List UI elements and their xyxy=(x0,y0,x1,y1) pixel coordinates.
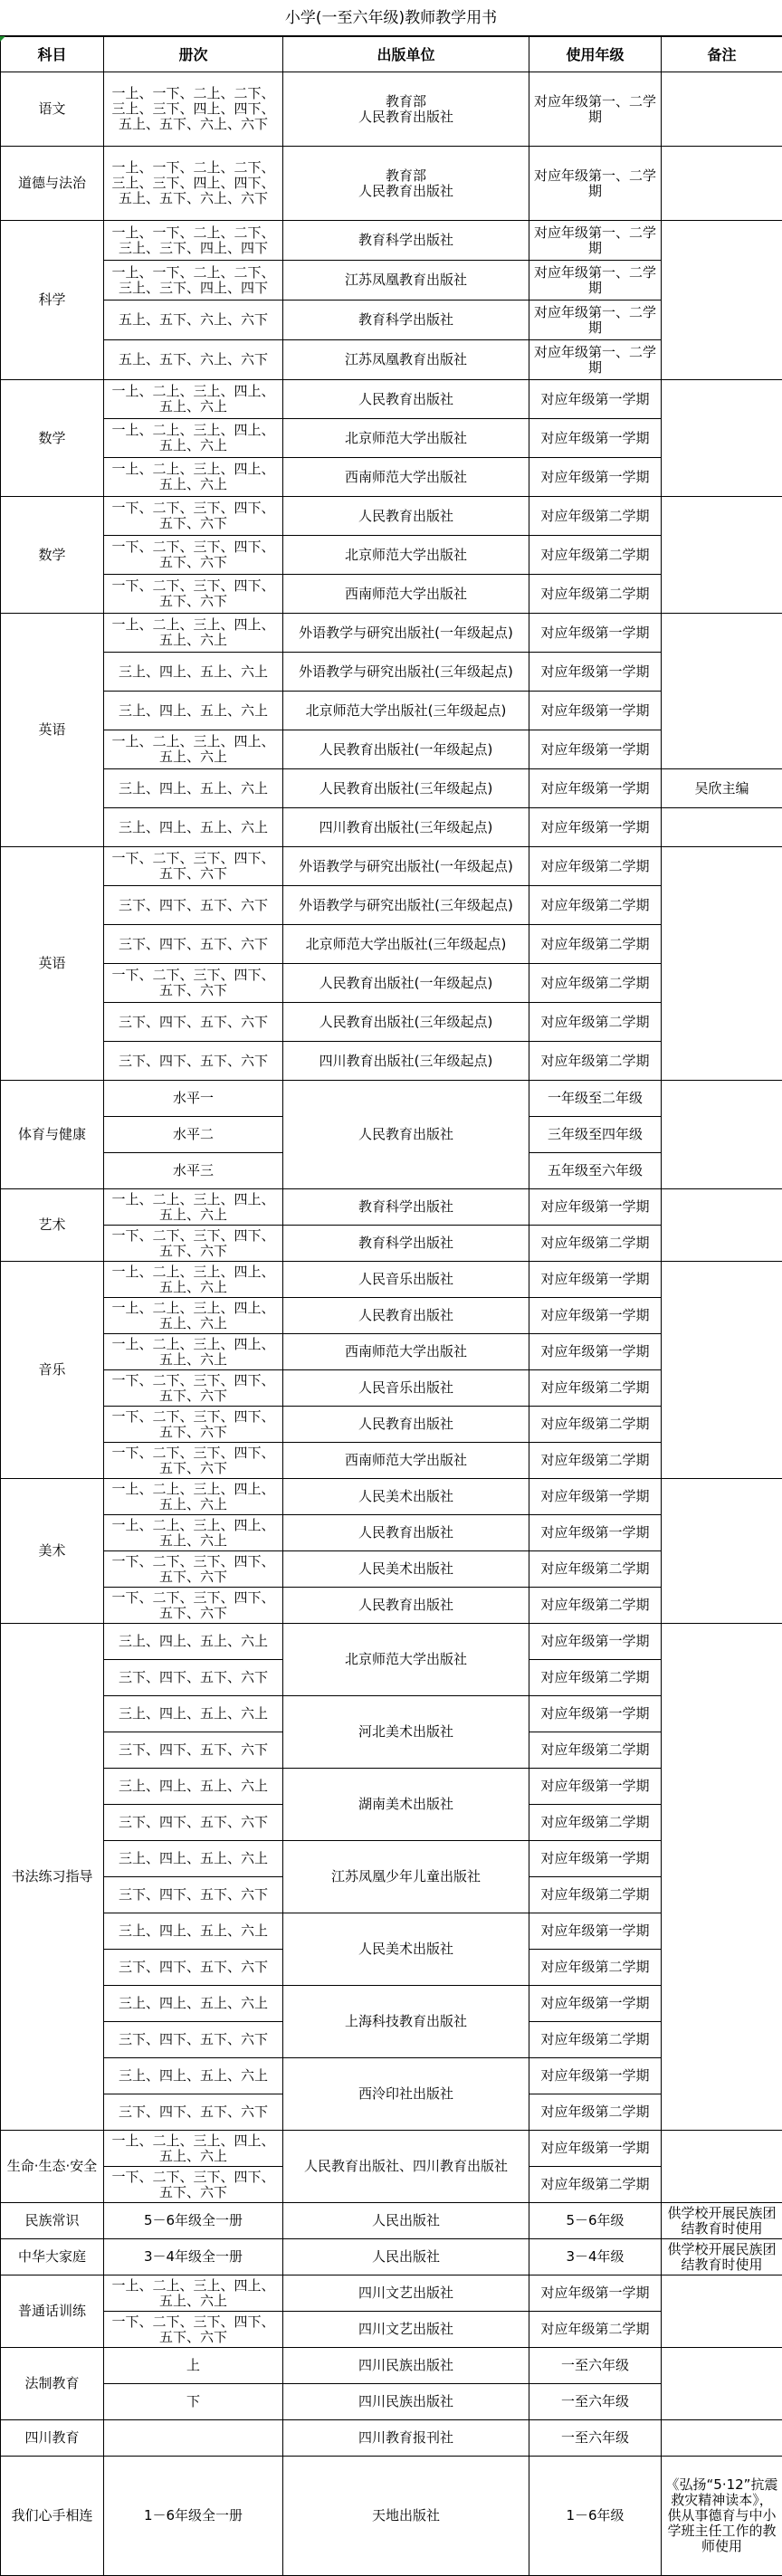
cell-publisher: 教育部 人民教育出版社 xyxy=(283,147,529,221)
table-row xyxy=(1,147,782,201)
header-subject: 科目 xyxy=(1,37,104,72)
cell-grade: 三年级至四年级 xyxy=(529,1117,662,1153)
cell-volume: 三下、四下、五下、六下 xyxy=(104,1877,283,1913)
cell-subject: 道德与法治 xyxy=(1,147,104,221)
cell-note xyxy=(662,808,782,847)
cell-grade: 一至六年级 xyxy=(529,2420,662,2457)
cell-volume: 三上、四上、五上、六上 xyxy=(104,769,283,808)
cell-volume: 一上、二上、三上、四上、五上、六上 xyxy=(104,2275,283,2312)
cell-grade: 对应年级第二学期 xyxy=(529,925,662,964)
cell-grade: 对应年级第二学期 xyxy=(529,575,662,614)
cell-note xyxy=(662,1479,782,1624)
cell-volume: 一下、二下、三下、四下、五下、六下 xyxy=(104,1226,283,1262)
cell-publisher: 四川文艺出版社 xyxy=(283,2275,529,2312)
table-row xyxy=(1,1479,782,1515)
cell-publisher: 四川教育出版社(三年级起点) xyxy=(283,1042,529,1081)
cell-volume: 三下、四下、五下、六下 xyxy=(104,886,283,925)
cell-grade: 3－4年级 xyxy=(529,2239,662,2275)
cell-publisher: 西南师范大学出版社 xyxy=(283,575,529,614)
cell-grade: 对应年级第二学期 xyxy=(529,964,662,1003)
cell-volume: 一下、二下、三下、四下、五下、六下 xyxy=(104,1443,283,1479)
cell-volume: 三上、四上、五上、六上 xyxy=(104,692,283,730)
cell-volume: 一下、二下、三下、四下、五下、六下 xyxy=(104,536,283,575)
table-title: 小学(一至六年级)教师教学用书 xyxy=(0,0,782,36)
cell-volume: 一下、二下、三下、四下、五下、六下 xyxy=(104,497,283,536)
cell-grade: 对应年级第一、二学期 xyxy=(529,340,662,380)
cell-publisher: 人民出版社 xyxy=(283,2203,529,2239)
cell-volume: 一上、二上、三上、四上、五上、六上 xyxy=(104,2131,283,2167)
cell-grade: 对应年级第二学期 xyxy=(529,2167,662,2203)
table-row xyxy=(1,2275,782,2312)
cell-grade: 对应年级第二学期 xyxy=(529,1732,662,1769)
cell-grade: 对应年级第二学期 xyxy=(529,1042,662,1081)
cell-volume: 三上、四上、五上、六上 xyxy=(104,2058,283,2094)
cell-grade: 对应年级第二学期 xyxy=(529,2094,662,2131)
cell-volume: 上 xyxy=(104,2348,283,2384)
cell-note xyxy=(662,847,782,1081)
cell-grade: 对应年级第二学期 xyxy=(529,536,662,575)
cell-publisher: 人民教育出版社 xyxy=(283,1588,529,1624)
cell-grade: 对应年级第一学期 xyxy=(529,769,662,808)
header-row xyxy=(1,37,782,72)
cell-publisher: 天地出版社 xyxy=(283,2457,529,2576)
cell-volume xyxy=(104,2420,283,2457)
cell-publisher: 江苏凤凰教育出版社 xyxy=(283,340,529,380)
cell-grade: 对应年级第一学期 xyxy=(529,1624,662,1660)
cell-subject: 数学 xyxy=(1,497,104,614)
cell-volume: 三上、四上、五上、六上 xyxy=(104,1913,283,1950)
header-grade: 使用年级 xyxy=(529,37,662,72)
cell-publisher: 河北美术出版社 xyxy=(283,1696,529,1769)
cell-grade: 一至六年级 xyxy=(529,2384,662,2420)
cell-grade: 对应年级第一学期 xyxy=(529,730,662,769)
cell-grade: 对应年级第一、二学期 xyxy=(529,147,662,221)
cell-subject: 生命·生态·安全 xyxy=(1,2131,104,2203)
cell-note xyxy=(662,1189,782,1262)
table-row xyxy=(1,1189,782,1226)
cell-subject: 英语 xyxy=(1,614,104,847)
cell-volume: 三上、四上、五上、六上 xyxy=(104,808,283,847)
cell-grade: 对应年级第一学期 xyxy=(529,2275,662,2312)
cell-publisher: 人民音乐出版社 xyxy=(283,1370,529,1407)
cell-volume: 一下、二下、三下、四下、五下、六下 xyxy=(104,1588,283,1624)
cell-volume: 3－4年级全一册 xyxy=(104,2239,283,2275)
cell-subject: 数学 xyxy=(1,380,104,497)
cell-note: 供学校开展民族团结教育时使用 xyxy=(662,2239,782,2275)
table-row xyxy=(1,2348,782,2384)
cell-publisher: 湖南美术出版社 xyxy=(283,1769,529,1841)
cell-volume: 三下、四下、五下、六下 xyxy=(104,925,283,964)
cell-subject: 美术 xyxy=(1,1479,104,1624)
cell-volume: 五上、五下、六上、六下 xyxy=(104,301,283,340)
cell-publisher: 人民美术出版社 xyxy=(283,1913,529,1986)
cell-volume: 一上、二上、三上、四上、五上、六上 xyxy=(104,1334,283,1370)
cell-volume: 一上、一下、二上、二下、三上、三下、四上、四下 xyxy=(104,261,283,301)
cell-publisher: 西南师范大学出版社 xyxy=(283,1334,529,1370)
cell-subject: 科学 xyxy=(1,221,104,380)
cell-volume: 一下、二下、三下、四下、五下、六下 xyxy=(104,2312,283,2348)
cell-volume: 一下、二下、三下、四下、五下、六下 xyxy=(104,2167,283,2203)
cell-grade: 对应年级第二学期 xyxy=(529,2022,662,2058)
header-note: 备注 xyxy=(662,37,782,72)
cell-publisher: 外语教学与研究出版社(三年级起点) xyxy=(283,653,529,692)
cell-publisher: 四川民族出版社 xyxy=(283,2384,529,2420)
table-row xyxy=(1,1262,782,1298)
cell-volume: 三下、四下、五下、六下 xyxy=(104,1003,283,1042)
cell-grade: 对应年级第一学期 xyxy=(529,1515,662,1551)
cell-grade: 对应年级第一、二学期 xyxy=(529,301,662,340)
table-row xyxy=(1,614,782,653)
cell-grade: 对应年级第二学期 xyxy=(529,497,662,536)
cell-volume: 三上、四上、五上、六上 xyxy=(104,1769,283,1805)
cell-publisher: 西南师范大学出版社 xyxy=(283,1443,529,1479)
table-row xyxy=(1,2239,782,2275)
cell-volume: 三上、四上、五上、六上 xyxy=(104,1696,283,1732)
cell-volume: 一上、二上、三上、四上、五上、六上 xyxy=(104,1262,283,1298)
cell-grade: 对应年级第一学期 xyxy=(529,1298,662,1334)
cell-grade: 对应年级第一学期 xyxy=(529,1189,662,1226)
cell-publisher: 北京师范大学出版社(三年级起点) xyxy=(283,925,529,964)
cell-publisher: 人民教育出版社 xyxy=(283,1298,529,1334)
cell-grade: 对应年级第一学期 xyxy=(529,1696,662,1732)
cell-volume: 一上、一下、二上、二下、三上、三下、四上、四下、五上、五下、六上、六下 xyxy=(104,147,283,221)
cell-publisher: 人民出版社 xyxy=(283,2239,529,2275)
cell-grade: 对应年级第一学期 xyxy=(529,419,662,458)
cell-volume: 一上、二上、三上、四上、五上、六上 xyxy=(104,419,283,458)
cell-volume: 三下、四下、五下、六下 xyxy=(104,1805,283,1841)
cell-publisher: 江苏凤凰少年儿童出版社 xyxy=(283,1841,529,1913)
cell-grade: 对应年级第一学期 xyxy=(529,380,662,419)
cell-publisher: 人民教育出版社(三年级起点) xyxy=(283,769,529,808)
cell-grade: 对应年级第一学期 xyxy=(529,458,662,497)
cell-grade: 对应年级第一学期 xyxy=(529,1479,662,1515)
cell-grade: 对应年级第二学期 xyxy=(529,1950,662,1986)
cell-volume: 一上、二上、三上、四上、五上、六上 xyxy=(104,730,283,769)
cell-volume: 一下、二下、三下、四下、五下、六下 xyxy=(104,1407,283,1443)
cell-grade: 对应年级第二学期 xyxy=(529,847,662,886)
cell-volume: 一下、二下、三下、四下、五下、六下 xyxy=(104,964,283,1003)
cell-grade: 对应年级第二学期 xyxy=(529,1588,662,1624)
cell-note xyxy=(662,2131,782,2203)
cell-subject: 中华大家庭 xyxy=(1,2239,104,2275)
cell-grade: 对应年级第二学期 xyxy=(529,1226,662,1262)
cell-volume: 三下、四下、五下、六下 xyxy=(104,1660,283,1696)
cell-subject: 书法练习指导 xyxy=(1,1624,104,2131)
cell-subject: 普通话训练 xyxy=(1,2275,104,2348)
cell-note xyxy=(662,2420,782,2457)
cell-publisher: 北京师范大学出版社 xyxy=(283,536,529,575)
cell-grade: 对应年级第一、二学期 xyxy=(529,221,662,261)
cell-volume: 一上、一下、二上、二下、三上、三下、四上、四下、五上、五下、六上、六下 xyxy=(104,72,283,147)
table-row xyxy=(1,1624,782,1660)
cell-volume: 一上、二上、三上、四上、五上、六上 xyxy=(104,1479,283,1515)
table-row xyxy=(1,2420,782,2457)
header-volume: 册次 xyxy=(104,37,283,72)
table-row xyxy=(1,769,782,808)
cell-publisher: 人民美术出版社 xyxy=(283,1479,529,1515)
textbook-table xyxy=(0,36,782,2576)
cell-grade: 对应年级第二学期 xyxy=(529,1660,662,1696)
cell-grade: 对应年级第一学期 xyxy=(529,1986,662,2022)
cell-publisher: 四川民族出版社 xyxy=(283,2348,529,2384)
cell-note: 供学校开展民族团结教育时使用 xyxy=(662,2203,782,2239)
cell-grade: 对应年级第一学期 xyxy=(529,808,662,847)
cell-subject: 法制教育 xyxy=(1,2348,104,2420)
cell-volume: 一上、二上、三上、四上、五上、六上 xyxy=(104,458,283,497)
cell-grade: 五年级至六年级 xyxy=(529,1153,662,1189)
cell-publisher: 人民教育出版社(一年级起点) xyxy=(283,730,529,769)
cell-note: 《弘扬“5·12”抗震救灾精神读本》，供从事德育与中小学班主任工作的教师使用 xyxy=(662,2457,782,2576)
table-row xyxy=(1,808,782,847)
cell-grade: 对应年级第一学期 xyxy=(529,653,662,692)
cell-publisher: 人民教育出版社(一年级起点) xyxy=(283,964,529,1003)
cell-publisher: 人民教育出版社 xyxy=(283,1407,529,1443)
table-row xyxy=(1,380,782,419)
cell-volume: 一下、二下、三下、四下、五下、六下 xyxy=(104,1551,283,1588)
cell-note xyxy=(662,147,782,221)
table-row xyxy=(1,72,782,127)
cell-publisher: 教育科学出版社 xyxy=(283,1189,529,1226)
cell-volume: 水平一 xyxy=(104,1081,283,1117)
cell-publisher: 人民教育出版社 xyxy=(283,1515,529,1551)
cell-grade: 一至六年级 xyxy=(529,2348,662,2384)
cell-subject: 四川教育 xyxy=(1,2420,104,2457)
cell-note xyxy=(662,1262,782,1479)
cell-grade: 对应年级第一学期 xyxy=(529,1262,662,1298)
cell-volume: 三下、四下、五下、六下 xyxy=(104,1732,283,1769)
cell-publisher: 外语教学与研究出版社(一年级起点) xyxy=(283,614,529,653)
cell-grade: 对应年级第二学期 xyxy=(529,1407,662,1443)
cell-volume: 一上、二上、三上、四上、五上、六上 xyxy=(104,1515,283,1551)
cell-note xyxy=(662,72,782,147)
cell-volume: 三上、四上、五上、六上 xyxy=(104,1624,283,1660)
cell-subject: 英语 xyxy=(1,847,104,1081)
cell-volume: 一上、二上、三上、四上、五上、六上 xyxy=(104,1298,283,1334)
cell-publisher: 北京师范大学出版社 xyxy=(283,419,529,458)
cell-publisher: 外语教学与研究出版社(三年级起点) xyxy=(283,886,529,925)
table-row xyxy=(1,221,782,261)
cell-publisher: 西南师范大学出版社 xyxy=(283,458,529,497)
cell-volume: 一下、二下、三下、四下、五下、六下 xyxy=(104,1370,283,1407)
cell-volume: 一下、二下、三下、四下、五下、六下 xyxy=(104,575,283,614)
cell-volume: 一上、二上、三上、四上、五上、六上 xyxy=(104,614,283,653)
cell-grade: 对应年级第二学期 xyxy=(529,2312,662,2348)
cell-volume: 三下、四下、五下、六下 xyxy=(104,2094,283,2131)
cell-note xyxy=(662,614,782,769)
cell-note xyxy=(662,497,782,614)
cell-volume: 三上、四上、五上、六上 xyxy=(104,653,283,692)
table-row xyxy=(1,847,782,886)
cell-volume: 一下、二下、三下、四下、五下、六下 xyxy=(104,847,283,886)
cell-volume: 1－6年级全一册 xyxy=(104,2457,283,2576)
cell-publisher: 人民教育出版社 xyxy=(283,380,529,419)
table-row xyxy=(1,497,782,536)
header-publisher: 出版单位 xyxy=(283,37,529,72)
cell-volume: 三下、四下、五下、六下 xyxy=(104,1042,283,1081)
cell-grade: 对应年级第一学期 xyxy=(529,614,662,653)
cell-publisher: 人民教育出版社(三年级起点) xyxy=(283,1003,529,1042)
cell-note: 吴欣主编 xyxy=(662,769,782,808)
cell-publisher: 人民教育出版社 xyxy=(283,497,529,536)
cell-volume: 三上、四上、五上、六上 xyxy=(104,1841,283,1877)
cell-volume: 三下、四下、五下、六下 xyxy=(104,1950,283,1986)
cell-publisher: 人民教育出版社、四川教育出版社 xyxy=(283,2131,529,2203)
cell-note xyxy=(662,1081,782,1189)
cell-publisher: 北京师范大学出版社 xyxy=(283,1624,529,1696)
cell-volume: 一上、二上、三上、四上、五上、六上 xyxy=(104,1189,283,1226)
table-row xyxy=(1,1081,782,1117)
cell-volume: 水平二 xyxy=(104,1117,283,1153)
cell-grade: 对应年级第二学期 xyxy=(529,1551,662,1588)
cell-publisher: 外语教学与研究出版社(一年级起点) xyxy=(283,847,529,886)
cell-publisher: 教育科学出版社 xyxy=(283,221,529,261)
cell-volume: 一上、一下、二上、二下、三上、三下、四上、四下 xyxy=(104,221,283,261)
table-row xyxy=(1,2203,782,2239)
cell-grade: 对应年级第一学期 xyxy=(529,1769,662,1805)
cell-grade: 对应年级第一学期 xyxy=(529,1334,662,1370)
cell-grade: 对应年级第二学期 xyxy=(529,1443,662,1479)
cell-grade: 一年级至二年级 xyxy=(529,1081,662,1117)
cell-grade: 5－6年级 xyxy=(529,2203,662,2239)
cell-subject: 语文 xyxy=(1,72,104,147)
cell-publisher: 教育部 人民教育出版社 xyxy=(283,72,529,147)
cell-subject: 音乐 xyxy=(1,1262,104,1479)
cell-publisher: 教育科学出版社 xyxy=(283,1226,529,1262)
cell-volume: 三上、四上、五上、六上 xyxy=(104,1986,283,2022)
cell-volume: 下 xyxy=(104,2384,283,2420)
cell-publisher: 教育科学出版社 xyxy=(283,301,529,340)
cell-publisher: 上海科技教育出版社 xyxy=(283,1986,529,2058)
cell-publisher: 四川教育出版社(三年级起点) xyxy=(283,808,529,847)
cell-grade: 对应年级第一学期 xyxy=(529,1913,662,1950)
cell-grade: 对应年级第一、二学期 xyxy=(529,72,662,147)
cell-grade: 对应年级第二学期 xyxy=(529,1805,662,1841)
cell-subject: 民族常识 xyxy=(1,2203,104,2239)
cell-publisher: 四川文艺出版社 xyxy=(283,2312,529,2348)
table-row xyxy=(1,2131,782,2167)
cell-grade: 对应年级第一学期 xyxy=(529,2131,662,2167)
cell-grade: 对应年级第二学期 xyxy=(529,1370,662,1407)
cell-subject: 艺术 xyxy=(1,1189,104,1262)
cell-publisher: 西泠印社出版社 xyxy=(283,2058,529,2131)
cell-publisher: 四川教育报刊社 xyxy=(283,2420,529,2457)
cell-volume: 三下、四下、五下、六下 xyxy=(104,2022,283,2058)
cell-publisher: 人民音乐出版社 xyxy=(283,1262,529,1298)
cell-grade: 对应年级第二学期 xyxy=(529,1877,662,1913)
cell-publisher: 人民教育出版社 xyxy=(283,1081,529,1189)
cell-grade: 对应年级第二学期 xyxy=(529,1003,662,1042)
cell-grade: 对应年级第二学期 xyxy=(529,886,662,925)
cell-note xyxy=(662,1624,782,2131)
cell-publisher: 江苏凤凰教育出版社 xyxy=(283,261,529,301)
cell-note xyxy=(662,380,782,497)
table-row xyxy=(1,2457,782,2576)
cell-volume: 5－6年级全一册 xyxy=(104,2203,283,2239)
cell-publisher: 人民美术出版社 xyxy=(283,1551,529,1588)
cell-subject: 体育与健康 xyxy=(1,1081,104,1189)
cell-grade: 对应年级第一学期 xyxy=(529,1841,662,1877)
cell-note xyxy=(662,221,782,380)
cell-note xyxy=(662,2348,782,2420)
cell-publisher: 北京师范大学出版社(三年级起点) xyxy=(283,692,529,730)
cell-grade: 对应年级第一、二学期 xyxy=(529,261,662,301)
cell-grade: 1－6年级 xyxy=(529,2457,662,2576)
cell-comment-marker xyxy=(0,36,5,42)
cell-volume: 五上、五下、六上、六下 xyxy=(104,340,283,380)
cell-volume: 水平三 xyxy=(104,1153,283,1189)
cell-subject: 我们心手相连 xyxy=(1,2457,104,2576)
cell-grade: 对应年级第一学期 xyxy=(529,2058,662,2094)
cell-grade: 对应年级第一学期 xyxy=(529,692,662,730)
cell-note xyxy=(662,2275,782,2348)
table-body xyxy=(1,72,782,2576)
cell-volume: 一上、二上、三上、四上、五上、六上 xyxy=(104,380,283,419)
